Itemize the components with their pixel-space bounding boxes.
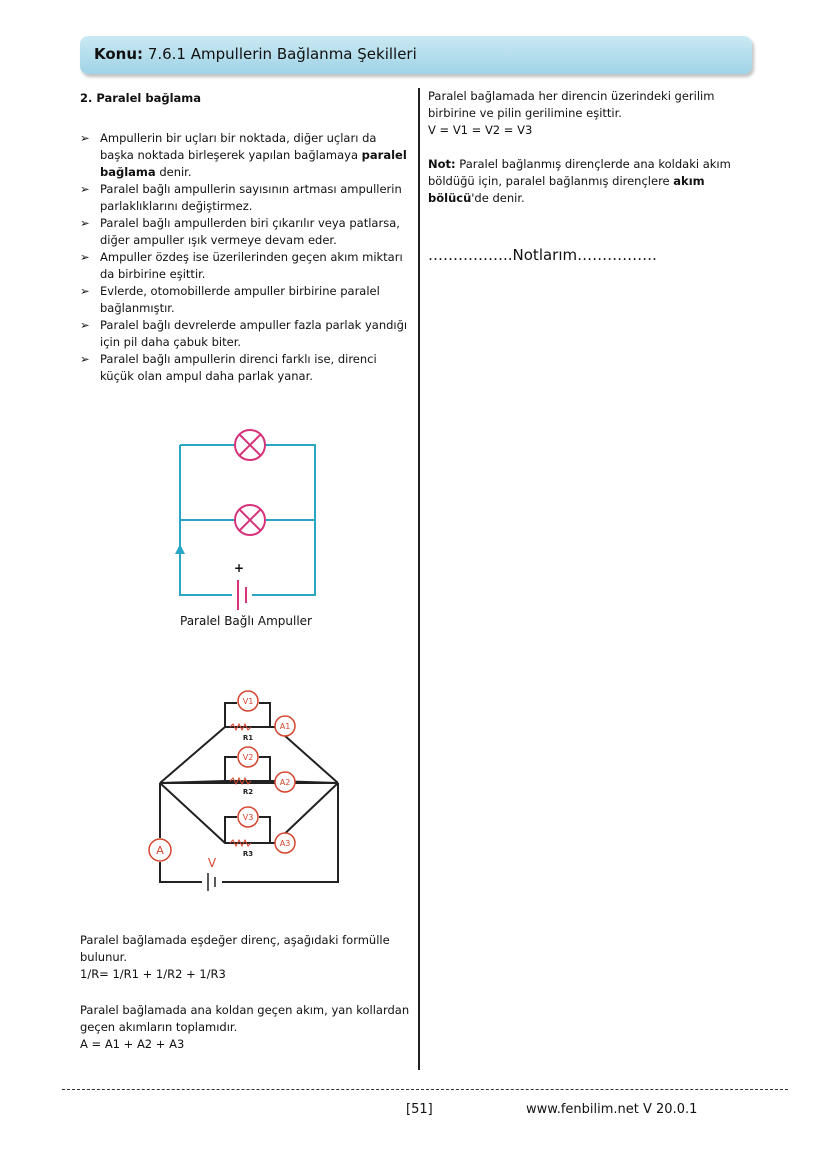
section-title: 2. Paralel bağlama <box>80 91 202 105</box>
paragraph-text: Paralel bağlamada ana koldan geçen akım, yan kollardan geçen akımların toplamıdır. <box>80 1003 410 1034</box>
battery-icon <box>208 873 215 891</box>
topic-name: 7.6.1 Ampullerin Bağlanma Şekilleri <box>147 45 417 63</box>
list-item <box>80 215 410 249</box>
footer-divider <box>62 1089 788 1090</box>
left-column <box>80 90 410 385</box>
equivalent-resistance-paragraph <box>80 932 410 983</box>
formula: 1/R= 1/R1 + 1/R2 + 1/R3 <box>80 967 226 981</box>
column-divider <box>418 88 420 1070</box>
current-arrow-icon <box>175 544 185 554</box>
r3-label: R3 <box>242 850 254 858</box>
list-item-text: Paralel bağlı ampullerin direnci farklı ise, direnci küçük olan ampul daha parlak yanar. <box>100 352 377 383</box>
v1-label: V1 <box>242 697 254 706</box>
arrow-bullet-icon: ➢ <box>80 318 90 332</box>
current-sum-paragraph <box>80 1002 410 1053</box>
topic-banner <box>80 36 752 74</box>
parallel-bulbs-diagram <box>160 420 340 610</box>
formula: A = A1 + A2 + A3 <box>80 1037 185 1051</box>
paragraph-text: 'de denir. <box>471 191 525 205</box>
list-item <box>80 351 410 385</box>
formula: V = V1 = V2 = V3 <box>428 123 533 137</box>
v3-label: V3 <box>242 813 254 822</box>
a2-label: A2 <box>279 778 291 787</box>
list-item-text: Ampuller özdeş ise üzerilerinden geçen akım miktarı da birbirine eşittir. <box>100 250 403 281</box>
note-paragraph <box>428 156 758 207</box>
arrow-bullet-icon: ➢ <box>80 250 90 264</box>
list-item-text: Paralel bağlı devrelerde ampuller fazla parlak yandığı için pil daha çabuk biter. <box>100 318 408 349</box>
lamp-icon <box>235 505 265 535</box>
list-item-bold: paralel bağlama <box>100 148 407 179</box>
notes-heading: ……………..Notlarım……………. <box>428 246 657 264</box>
list-item <box>80 181 410 215</box>
list-item <box>80 249 410 283</box>
arrow-bullet-icon: ➢ <box>80 352 90 366</box>
bullet-list <box>80 130 410 385</box>
voltage-paragraph <box>428 88 758 139</box>
list-item <box>80 317 410 351</box>
v2-label: V2 <box>242 753 254 762</box>
paragraph-text: Paralel bağlanmış dirençlerde ana koldaki akım böldüğü için, paralel bağlanmış dirençlere <box>428 157 731 188</box>
list-item-text: Ampullerin bir uçları bir noktada, diğer uçları da başka noktada birleşerek yapılan bağlamaya <box>100 131 377 162</box>
lamp-icon <box>235 430 265 460</box>
plus-sign: + <box>234 561 245 575</box>
a-main-label: A <box>156 844 164 857</box>
v-main-label: V <box>207 856 217 870</box>
right-column <box>428 88 758 207</box>
parallel-resistors-diagram <box>140 685 350 895</box>
topic-title <box>94 45 417 63</box>
r1-label: R1 <box>242 734 254 742</box>
note-bold: akım bölücü <box>428 174 705 205</box>
r2-label: R2 <box>242 788 254 796</box>
arrow-bullet-icon: ➢ <box>80 284 90 298</box>
note-label: Not: <box>428 157 456 171</box>
paragraph-text: Paralel bağlamada her direncin üzerindeki gerilim birbirine ve pilin gerilimine eşittir. <box>428 89 715 120</box>
battery-icon <box>238 580 246 610</box>
arrow-bullet-icon: ➢ <box>80 131 90 145</box>
arrow-bullet-icon: ➢ <box>80 216 90 230</box>
list-item <box>80 130 410 181</box>
list-item-text: Paralel bağlı ampullerin sayısının artması ampullerin parlaklıklarını değiştirmez. <box>100 182 402 213</box>
list-item <box>80 283 410 317</box>
paragraph-text: Paralel bağlamada eşdeğer direnç, aşağıdaki formülle bulunur. <box>80 933 390 964</box>
page-number: [51] <box>406 1102 433 1117</box>
topic-prefix: Konu: <box>94 45 144 63</box>
figure1-caption: Paralel Bağlı Ampuller <box>180 614 312 628</box>
arrow-bullet-icon: ➢ <box>80 182 90 196</box>
list-item-text: Paralel bağlı ampullerden biri çıkarılır veya patlarsa, diğer ampuller ışık vermeye devam eder. <box>100 216 400 247</box>
a3-label: A3 <box>279 839 291 848</box>
list-item-text: Evlerde, otomobillerde ampuller birbirine paralel bağlanmıştır. <box>100 284 380 315</box>
site-url: www.fenbilim.net V 20.0.1 <box>526 1102 698 1117</box>
list-item-text: denir. <box>155 165 192 179</box>
a1-label: A1 <box>279 722 291 731</box>
